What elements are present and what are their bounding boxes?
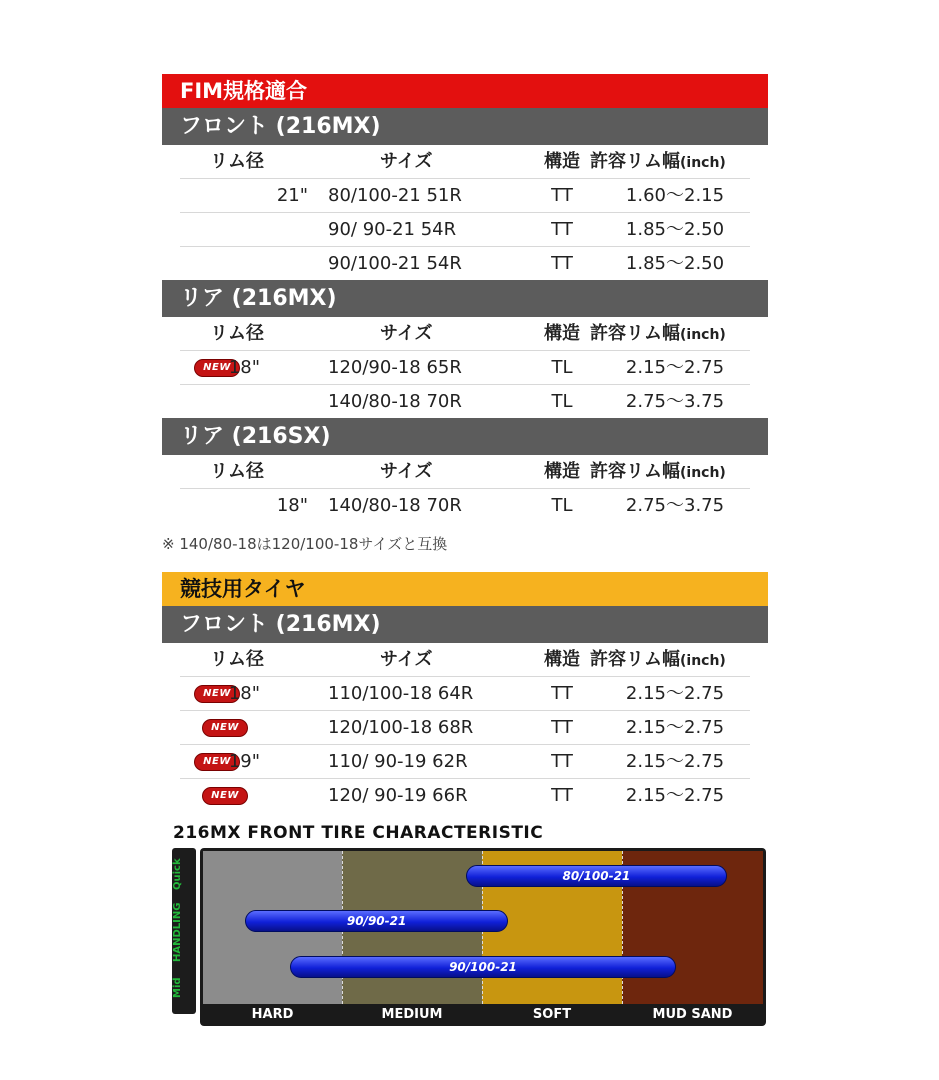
cell-size: 120/ 90-19 66R — [328, 785, 468, 806]
handling-axis — [172, 848, 196, 1014]
cell-size: 80/100-21 51R — [328, 185, 462, 206]
cell-range: 2.15〜2.75 — [625, 357, 725, 378]
col-struct: 構造 — [544, 461, 580, 482]
cell-range: 2.15〜2.75 — [625, 751, 725, 772]
zone-label-soft: SOFT — [532, 1007, 572, 1022]
cell-size: 110/100-18 64R — [328, 683, 474, 704]
table-header-row — [180, 455, 750, 489]
cell-range: 2.15〜2.75 — [625, 717, 725, 738]
col-range-unit: (inch) — [680, 327, 726, 343]
fim-header: FIM規格適合 — [162, 74, 768, 108]
col-struct: 構造 — [544, 151, 580, 172]
table-row — [180, 779, 750, 812]
cell-range: 2.75〜3.75 — [625, 391, 725, 412]
race-sections — [162, 606, 768, 812]
col-range — [590, 643, 760, 678]
cell-size: 120/100-18 68R — [328, 717, 474, 738]
col-rim: リム径 — [210, 649, 264, 670]
col-range — [590, 145, 760, 180]
table-header-row — [180, 145, 750, 179]
cell-struct: TT — [551, 751, 573, 772]
col-size: サイズ — [380, 649, 433, 670]
cell-size: 110/ 90-19 62R — [328, 751, 468, 772]
zone-label-mud-sand: MUD SAND — [652, 1007, 733, 1022]
section-title: リア (216MX) — [162, 280, 768, 317]
cell-size: 90/100-21 54R — [328, 253, 462, 274]
axis-label-quick: Quick — [172, 858, 183, 890]
table-row — [180, 745, 750, 779]
col-range-label: 許容リム幅 — [590, 649, 680, 670]
cell-range: 1.60〜2.15 — [625, 185, 725, 206]
cell-struct: TL — [551, 495, 573, 516]
cell-range: 1.85〜2.50 — [625, 219, 725, 240]
table-row — [180, 351, 750, 385]
col-range-unit: (inch) — [680, 155, 726, 171]
cell-struct: TT — [551, 717, 573, 738]
axis-label-handling: HANDLING — [172, 902, 183, 962]
section-title: フロント (216MX) — [162, 606, 768, 643]
tire-bar: 90/90-21 — [245, 910, 508, 932]
section-title: フロント (216MX) — [162, 108, 768, 145]
race-header: 競技用タイヤ — [162, 572, 768, 606]
table-row — [180, 385, 750, 418]
col-range-label: 許容リム幅 — [590, 151, 680, 172]
cell-range: 2.75〜3.75 — [625, 495, 725, 516]
cell-rim: 19" — [228, 751, 260, 772]
table-row — [180, 489, 750, 522]
new-badge: NEW — [194, 359, 240, 377]
col-rim: リム径 — [210, 461, 264, 482]
col-rim: リム径 — [210, 151, 264, 172]
col-size: サイズ — [380, 461, 433, 482]
cell-struct: TL — [551, 391, 573, 412]
col-range-unit: (inch) — [680, 653, 726, 669]
table-row — [180, 711, 750, 745]
col-range — [590, 455, 760, 490]
new-badge: NEW — [202, 787, 248, 805]
spec-table — [180, 643, 750, 812]
spec-table — [180, 145, 750, 280]
characteristic-chart — [200, 848, 766, 1026]
cell-range: 2.15〜2.75 — [625, 683, 725, 704]
cell-rim: 18" — [276, 495, 308, 516]
new-badge: NEW — [202, 719, 248, 737]
tire-bar: 80/100-21 — [466, 865, 726, 887]
spec-table — [180, 317, 750, 418]
table-row — [180, 213, 750, 247]
tire-bar: 90/100-21 — [290, 956, 676, 978]
table-header-row — [180, 643, 750, 677]
table-row — [180, 677, 750, 711]
cell-struct: TT — [551, 219, 573, 240]
cell-range: 1.85〜2.50 — [625, 253, 725, 274]
cell-rim: 18" — [228, 683, 260, 704]
col-struct: 構造 — [544, 323, 580, 344]
col-size: サイズ — [380, 323, 433, 344]
zone-label-hard: HARD — [251, 1007, 294, 1022]
cell-size: 120/90-18 65R — [328, 357, 462, 378]
table-row — [180, 179, 750, 213]
col-size: サイズ — [380, 151, 433, 172]
col-range — [590, 317, 760, 352]
table-header-row — [180, 317, 750, 351]
section-title: リア (216SX) — [162, 418, 768, 455]
cell-size: 140/80-18 70R — [328, 495, 462, 516]
new-badge: NEW — [194, 753, 240, 771]
cell-size: 90/ 90-21 54R — [328, 219, 457, 240]
spec-table — [180, 455, 750, 522]
fim-sections — [162, 108, 768, 522]
cell-rim: 21" — [276, 185, 308, 206]
cell-struct: TT — [551, 253, 573, 274]
cell-struct: TL — [551, 357, 573, 378]
axis-label-mid: Mid — [172, 977, 183, 999]
compat-note: ※ 140/80-18は120/100-18サイズと互換 — [162, 535, 448, 553]
cell-size: 140/80-18 70R — [328, 391, 462, 412]
new-badge: NEW — [194, 685, 240, 703]
cell-range: 2.15〜2.75 — [625, 785, 725, 806]
col-range-unit: (inch) — [680, 465, 726, 481]
cell-rim: 18" — [228, 357, 260, 378]
cell-struct: TT — [551, 785, 573, 806]
col-range-label: 許容リム幅 — [590, 461, 680, 482]
table-row — [180, 247, 750, 280]
chart-title: 216MX FRONT TIRE CHARACTERISTIC — [173, 823, 544, 843]
cell-struct: TT — [551, 185, 573, 206]
col-struct: 構造 — [544, 649, 580, 670]
col-rim: リム径 — [210, 323, 264, 344]
cell-struct: TT — [551, 683, 573, 704]
spec-document — [162, 74, 768, 812]
col-range-label: 許容リム幅 — [590, 323, 680, 344]
zone-label-medium: MEDIUM — [381, 1007, 443, 1022]
